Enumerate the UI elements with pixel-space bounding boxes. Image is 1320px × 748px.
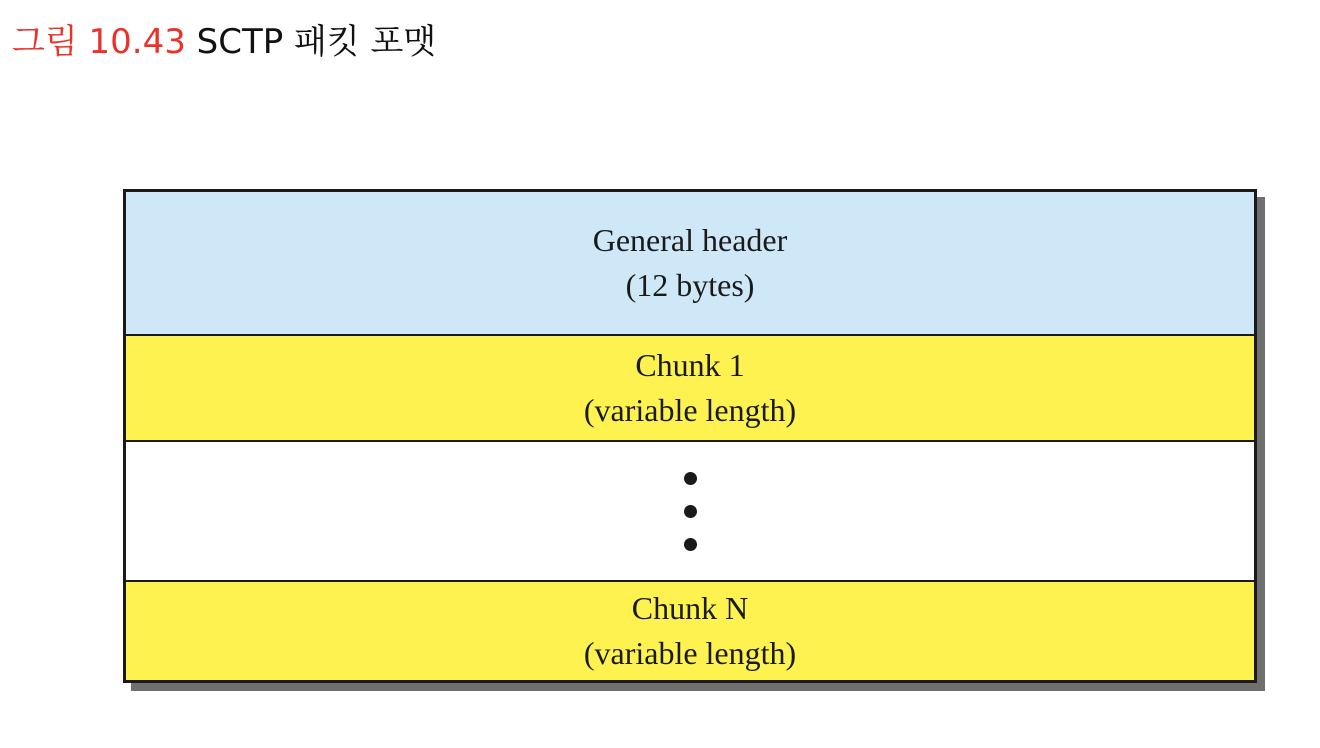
- chunk-n-size: (variable length): [583, 635, 797, 671]
- general-header-field: [126, 192, 1254, 336]
- chunk-1-field: [126, 336, 1254, 442]
- ellipsis-dot: [684, 538, 697, 551]
- ellipsis-dot: [684, 472, 697, 485]
- figure-number: 그림 10.43: [12, 22, 186, 62]
- chunk-1-label: Chunk 1: [635, 347, 745, 383]
- chunk-1-size: (variable length): [583, 392, 797, 428]
- sctp-packet-diagram: [123, 189, 1257, 683]
- figure-caption: [12, 16, 436, 68]
- chunk-n-label: Chunk N: [631, 590, 749, 626]
- ellipsis-dot: [684, 505, 697, 518]
- figure-title: SCTP 패킷 포맷: [196, 22, 437, 62]
- general-header-label: General header: [592, 222, 788, 258]
- ellipsis-field: [126, 442, 1254, 582]
- chunk-n-field: [126, 582, 1254, 680]
- general-header-size: (12 bytes): [625, 267, 755, 303]
